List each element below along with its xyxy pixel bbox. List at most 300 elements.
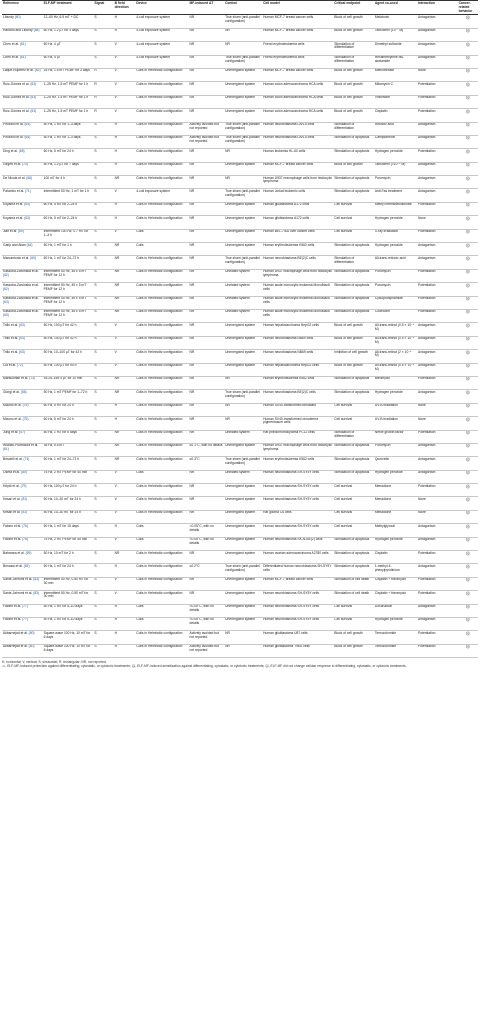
delta-t-cell: ≤0.2°C <box>189 564 225 577</box>
signal-cell: S <box>93 484 113 497</box>
reference-name: Girgert et al. <box>3 162 22 167</box>
reference-cell <box>2 176 43 189</box>
signal-cell: S <box>93 15 113 28</box>
device-cell: Coils in Helmholtz configuration <box>135 162 188 175</box>
treatment-cell: 50 Hz, 1 mT for 15 days <box>43 524 94 537</box>
citation-link[interactable]: (65) <box>30 255 37 260</box>
device-cell: Coils in Helmholtz configuration <box>135 417 188 430</box>
citation-link[interactable]: (77) <box>22 617 28 622</box>
cell-model-cell: Human acute monocytic leukemia MonoMac6 cells <box>262 283 333 296</box>
control-cell: Unelated system <box>224 430 262 443</box>
behavior-icon: ☹ <box>458 564 478 577</box>
behavior-icon: ☹ <box>458 604 478 617</box>
behavior-icon: ☹ <box>458 577 478 590</box>
table-row <box>2 189 478 202</box>
citation-link[interactable]: (71) <box>25 188 31 193</box>
endpoint-cell: Stimulation of apoptosis <box>333 243 374 256</box>
direction-cell: V <box>114 336 136 349</box>
treatment-cell: 12–60 Hz, 6.5 mT + DC <box>43 15 94 28</box>
reference-cell <box>2 417 43 430</box>
agent-cell: All-trans-retinol (0.5 × 10⁻⁶ M) <box>374 336 417 349</box>
cell-model-cell: Human neuroblastoma SH-SY5Y cells <box>262 497 333 510</box>
delta-t-cell: Actively avoided but not reported <box>189 644 225 657</box>
delta-t-cell: NR <box>189 484 225 497</box>
treatment-cell: 1–25 Hz, 1.5 mT PEMF for 1 h <box>43 109 94 122</box>
citation-link[interactable]: (62) <box>3 286 9 291</box>
interaction-cell: Potentiation <box>417 430 458 443</box>
citation-link[interactable]: (74) <box>23 456 30 461</box>
device-cell: Coils in Helmholtz configuration <box>135 631 188 644</box>
citation-link[interactable]: (63) <box>24 202 30 207</box>
agent-cell: Cisplatin <box>374 551 417 564</box>
agent-cell: Cisplatin + bleomycin <box>374 577 417 590</box>
treatment-cell: 60 Hz, 1.2 µT for 3 days <box>43 28 94 41</box>
signal-cell: S <box>93 363 113 376</box>
direction-cell: H <box>114 135 136 148</box>
reference-cell <box>2 202 43 215</box>
citation-link[interactable]: (64) <box>26 242 33 247</box>
device-cell: Coils in Helmholtz configuration <box>135 510 188 523</box>
control-cell: True sham (anti-parallel configuration) <box>224 15 262 28</box>
endpoint-cell: Stimulation of apoptosis <box>333 269 374 282</box>
endpoint-cell: Stimulation of apoptosis <box>333 376 374 389</box>
signal-cell: S <box>93 644 113 657</box>
endpoint-cell: Stimulation of apoptosis <box>333 551 374 564</box>
citation-link[interactable]: (81) <box>21 510 28 515</box>
behavior-icon: ☹ <box>458 309 478 322</box>
cell-model-cell: Friend erythroleukemia cells <box>262 42 333 55</box>
column-header: Cancer-related behavior <box>458 1 478 15</box>
table-row <box>2 149 478 162</box>
control-cell: Unenergized system <box>224 202 262 215</box>
reference-name: Mansourian et al. <box>3 376 29 381</box>
citation-link[interactable]: (80) <box>28 630 35 635</box>
treatment-cell: 1–25 Hz, 1.5 mT PEMF for 1 h <box>43 82 94 95</box>
treatment-cell: 50 Hz, 10–30 mT for 24 h <box>43 510 94 523</box>
treatment-cell: Intermittent 50 Hz, 45 ± 5 mT PEMF for 12 h <box>43 283 94 296</box>
table-row <box>2 216 478 229</box>
citation-link[interactable]: (82) <box>23 563 30 568</box>
device-cell: Coils <box>135 604 188 617</box>
treatment-cell: Square-wave 100 Hz, 10 mT for 6 days <box>43 631 94 644</box>
device-cell: Coils in Helmholtz configuration <box>135 68 188 81</box>
signal-cell: S <box>93 189 113 202</box>
agent-cell: Puromycin <box>374 443 417 456</box>
reference-cell <box>2 403 43 416</box>
endpoint-cell: Block of cell growth <box>333 109 374 122</box>
table-row <box>2 243 478 256</box>
control-cell: True sham (anti-parallel configuration) <box>224 564 262 577</box>
endpoint-cell: Stimulation of apoptosis <box>333 457 374 470</box>
citation-link[interactable]: (63) <box>19 336 25 341</box>
reference-cell <box>2 336 43 349</box>
device-cell: Coils in Helmholtz configuration <box>135 82 188 95</box>
citation-link[interactable]: (77) <box>22 604 28 609</box>
behavior-icon: ☹ <box>458 443 478 456</box>
table-row <box>2 363 478 376</box>
endpoint-cell: Inhibition of cell growth <box>333 350 374 363</box>
agent-cell: Hydrogen peroxide <box>374 216 417 229</box>
direction-cell: H <box>114 617 136 630</box>
treatment-cell: 60 Hz, 4 µT <box>43 42 94 55</box>
interaction-cell: Potentiation <box>417 202 458 215</box>
direction-cell: H <box>114 631 136 644</box>
behavior-icon: ☹ <box>458 269 478 282</box>
delta-t-cell: ≤0.1°C, with no details <box>189 443 225 456</box>
treatment-cell: 93.25–159.4 µT for 10 min <box>43 376 94 389</box>
control-cell: Unelated system <box>224 269 262 282</box>
interaction-cell: Antagonism <box>417 243 458 256</box>
table-row <box>2 309 478 322</box>
citation-link[interactable]: (66) <box>26 175 33 180</box>
endpoint-cell: Cell survival <box>333 604 374 617</box>
behavior-icon: ☹ <box>458 591 478 604</box>
behavior-icon: ☹ <box>458 135 478 148</box>
header-row <box>2 1 478 15</box>
behavior-icon: ☹ <box>458 457 478 470</box>
citation-link[interactable]: (75) <box>22 416 29 421</box>
cell-model-cell: Human neuroblastoma BE(2)C cells <box>262 256 333 269</box>
signal-cell: S <box>93 403 113 416</box>
endpoint-cell: Stimulation of apoptosis <box>333 443 374 456</box>
delta-t-cell: NR <box>189 269 225 282</box>
table-row <box>2 122 478 135</box>
reference-cell <box>2 443 43 456</box>
reference-name: De Nicola et al. <box>3 175 26 180</box>
cell-model-cell: Human colon adenocarcinoma HCA cells <box>262 95 333 108</box>
reference-cell <box>2 95 43 108</box>
control-cell: Unenergized system <box>224 68 262 81</box>
citation-link[interactable]: (60) <box>18 229 24 234</box>
reference-name: Jung et al. <box>3 430 19 434</box>
treatment-cell: 1–25 Hz, 1.5 mT PEMF for 1 h <box>43 95 94 108</box>
control-cell: NR <box>224 376 262 389</box>
endpoint-cell: Block of cell growth <box>333 28 374 41</box>
endpoint-cell: Cell survival <box>333 229 374 242</box>
reference-cell <box>2 122 43 135</box>
agent-cell: Cisplatin + bleomycin <box>374 591 417 604</box>
behavior-icon: ☹ <box>458 323 478 336</box>
citation-link[interactable]: (60) <box>14 14 21 19</box>
citation-link[interactable]: (61) <box>19 55 26 60</box>
citation-link[interactable]: (63) <box>30 81 37 86</box>
signal-cell: S <box>93 135 113 148</box>
table-row <box>2 176 478 189</box>
device-cell: 4-coil exposure system <box>135 28 188 41</box>
control-cell: NR <box>224 149 262 162</box>
citation-link[interactable]: (63) <box>30 95 37 100</box>
reference-name: Falone et al. <box>3 523 22 528</box>
direction-cell: H <box>114 28 136 41</box>
interaction-cell: Antagonism <box>417 564 458 577</box>
direction-cell: NR <box>114 443 136 456</box>
endpoint-cell: Stimulation of apoptosis <box>333 189 374 202</box>
delta-t-cell: NR <box>189 363 225 376</box>
table-row <box>2 269 478 282</box>
cell-model-cell: Human neuroblastoma SH-SY5Y cells <box>262 591 333 604</box>
cell-model-cell: Human MCF-7 breast cancer cells <box>262 15 333 28</box>
reference-name: Ruiz-Gómez et al. <box>3 81 30 86</box>
agent-cell: Hydrogen peroxide <box>374 537 417 550</box>
citation-link[interactable]: (83) <box>33 577 40 582</box>
citation-link[interactable]: (75) <box>22 403 29 408</box>
cell-model-cell: Human colon adenocarcinoma HCA cells <box>262 82 333 95</box>
treatment-cell: 60 Hz, 5 mT for 24 h <box>43 149 94 162</box>
column-header: Control <box>224 1 262 15</box>
reference-name: Benassi et al. <box>3 563 23 568</box>
cell-model-cell: Human glioblastoma A172 cells <box>262 202 333 215</box>
reference-name: Trillo et al. <box>3 322 19 327</box>
treatment-cell: 25 Hz, 1.5 mT PEMF for 3 days <box>43 68 94 81</box>
signal-cell: S <box>93 149 113 162</box>
interaction-cell: Antagonism <box>417 604 458 617</box>
device-cell: Coils in Helmholtz configuration <box>135 283 188 296</box>
citation-link[interactable]: (56) <box>20 389 27 394</box>
endpoint-cell: Stimulation of apoptosis <box>333 283 374 296</box>
citation-link[interactable]: (63) <box>19 322 25 327</box>
interaction-cell: Antagonism <box>417 42 458 55</box>
citation-link[interactable]: (76) <box>22 523 28 528</box>
interaction-cell: None <box>417 216 458 229</box>
interaction-cell: Antagonism <box>417 55 458 68</box>
control-cell: True sham (anti-parallel configuration) <box>224 55 262 68</box>
behavior-icon: ☹ <box>458 243 478 256</box>
signal-cell: S <box>93 577 113 590</box>
interaction-cell: Potentiation <box>417 283 458 296</box>
delta-t-cell: <0.05°C, with no details <box>189 617 225 630</box>
direction-cell: V <box>114 55 136 68</box>
direction-cell: H <box>114 604 136 617</box>
signal-cell: S <box>93 336 113 349</box>
treatment-cell: 50 Hz, 1 mT for 24–72 h <box>43 256 94 269</box>
behavior-icon: ☹ <box>458 644 478 657</box>
reference-name: Harland and Liburdy <box>3 28 33 33</box>
device-cell: Coils in Helmholtz configuration <box>135 443 188 456</box>
reference-name: Falone et al. <box>3 604 22 609</box>
interaction-cell: Antagonism <box>417 256 458 269</box>
citation-link[interactable]: (81) <box>21 496 28 501</box>
citation-link[interactable]: (65) <box>18 148 25 153</box>
direction-cell: V <box>114 363 136 376</box>
citation-link[interactable]: (70) <box>22 162 28 167</box>
interaction-cell: Potentiation <box>417 644 458 657</box>
device-cell: Coils in Helmholtz configuration <box>135 376 188 389</box>
control-cell: Unenergized system <box>224 82 262 95</box>
signal-cell: S <box>93 176 113 189</box>
agent-cell: Mitomycin C <box>374 82 417 95</box>
control-cell: Unenergized system <box>224 216 262 229</box>
control-cell: NR <box>224 631 262 644</box>
agent-cell: Puromycin <box>374 283 417 296</box>
endpoint-cell: Cell survival <box>333 510 374 523</box>
citation-link[interactable]: (59) <box>25 550 32 555</box>
reference-name: Mizuno et al. <box>3 403 22 408</box>
agent-cell: Methylglyoxal <box>374 524 417 537</box>
cell-model-cell: Human hepatocarcinoma HepG2 cells <box>262 323 333 336</box>
behavior-icon: ☹ <box>458 95 478 108</box>
citation-link[interactable]: (61) <box>3 447 9 452</box>
citation-link[interactable]: (80) <box>20 470 27 475</box>
citation-link[interactable]: (61) <box>19 41 26 46</box>
citation-link[interactable]: (63) <box>3 313 9 318</box>
direction-cell: V <box>114 350 136 363</box>
citation-link[interactable]: (62) <box>34 68 41 73</box>
treatment-cell: 75 Hz, 2 mT PEMF for 45 min <box>43 537 94 550</box>
table-container <box>2 0 478 668</box>
behavior-icon: ☹ <box>458 631 478 644</box>
table-row <box>2 68 478 81</box>
citation-link[interactable]: (80) <box>28 644 35 649</box>
control-cell: True sham (anti-parallel configuration) <box>224 457 262 470</box>
citation-link[interactable]: (64) <box>24 122 31 127</box>
behavior-icon: ☹ <box>458 350 478 363</box>
treatment-cell: 50 Hz, 1.2 µT for 7 days <box>43 162 94 175</box>
device-cell: Coils in Helmholtz configuration <box>135 149 188 162</box>
reference-name: Koyama et al. <box>3 215 24 220</box>
device-cell: Coils in Helmholtz configuration <box>135 296 188 309</box>
control-cell: Unelated system <box>224 296 262 309</box>
behavior-icon: ☹ <box>458 296 478 309</box>
device-cell: Coils in Helmholtz configuration <box>135 457 188 470</box>
table-row <box>2 256 478 269</box>
reference-cell <box>2 510 43 523</box>
behavior-icon: ☹ <box>458 390 478 403</box>
cell-model-cell: Human erythroleukemia K562 cells <box>262 457 333 470</box>
treatment-cell: 35 Hz, 6.5 mT <box>43 443 94 456</box>
agent-cell: Retinoic acid <box>374 122 417 135</box>
delta-t-cell: <0.05°C, with no details <box>189 524 225 537</box>
device-cell: Coils in Helmholtz configuration <box>135 430 188 443</box>
signal-cell: S <box>93 229 113 242</box>
cell-model-cell: Human glioblastoma U87 cells <box>262 631 333 644</box>
direction-cell: NR <box>114 551 136 564</box>
reference-name: Pirozzoli et al. <box>3 135 24 140</box>
agent-cell: Bleomycin <box>374 376 417 389</box>
signal-cell: S <box>93 564 113 577</box>
table-row <box>2 55 478 68</box>
citation-link[interactable]: (64) <box>24 135 31 140</box>
control-cell: NR <box>224 644 262 657</box>
interaction-cell: Antagonism <box>417 350 458 363</box>
citation-link[interactable]: (63) <box>24 215 30 220</box>
agent-cell: Nerve growth factor <box>374 430 417 443</box>
citation-link[interactable]: (72) <box>16 363 23 368</box>
device-cell: Coils in Helmholtz configuration <box>135 269 188 282</box>
citation-link[interactable]: (73) <box>29 376 36 381</box>
reference-name: Marcantonio et al. <box>3 255 30 260</box>
reference-cell <box>2 269 43 282</box>
agent-cell: All-trans-retinoic acid <box>374 256 417 269</box>
reference-cell <box>2 309 43 322</box>
reference-cell <box>2 376 43 389</box>
signal-cell: S <box>93 350 113 363</box>
table-row <box>2 443 478 456</box>
control-cell: True sham (anti-parallel configuration) <box>224 390 262 403</box>
cell-model-cell: Human SV40-transformed xeroderma pigmentosum cells <box>262 417 333 430</box>
citation-link[interactable]: (76) <box>22 537 28 542</box>
citation-link[interactable]: (63) <box>3 299 9 304</box>
treatment-cell: 50 Hz, 100 µT for 42 h <box>43 323 94 336</box>
reference-cell <box>2 604 43 617</box>
endpoint-cell: Stimulation of differentiation <box>333 430 374 443</box>
citation-link[interactable]: (79) <box>20 483 27 488</box>
citation-link[interactable]: (63) <box>30 108 37 113</box>
reference-name: Cid et al. <box>3 363 17 368</box>
endpoint-cell: Stimulation of differentiation <box>333 55 374 68</box>
reference-cell <box>2 229 43 242</box>
reference-cell <box>2 256 43 269</box>
endpoint-cell: Stimulation of cell death <box>333 577 374 590</box>
device-cell: 4-coil exposure system <box>135 55 188 68</box>
interaction-cell: None <box>417 417 458 430</box>
behavior-icon: ☹ <box>458 510 478 523</box>
citation-link[interactable]: (58) <box>33 28 40 33</box>
endpoint-cell: Cell survival <box>333 403 374 416</box>
footnote-abbreviations: H, horizontal; V, vertical; S, sinusoidal; R, rectangular; NR, not reported. <box>2 659 107 664</box>
treatment-cell: 50 Hz, 10–100 µT for 42 h <box>43 350 94 363</box>
cell-model-cell: Human neuroblastoma NB69 cells <box>262 336 333 349</box>
delta-t-cell: Actively avoided but not reported <box>189 135 225 148</box>
signal-cell: S <box>93 122 113 135</box>
endpoint-cell: Block of cell growth <box>333 82 374 95</box>
direction-cell: V <box>114 42 136 55</box>
agent-cell: Hydrogen peroxide <box>374 243 417 256</box>
reference-name: Mizuno et al. <box>3 416 22 421</box>
behavior-icon: ☹ <box>458 149 478 162</box>
endpoint-cell: Stimulation of cell death <box>333 591 374 604</box>
citation-link[interactable]: (62) <box>3 273 9 278</box>
delta-t-cell: NR <box>189 417 225 430</box>
control-cell: Unenergized system <box>224 604 262 617</box>
endpoint-cell: Stimulation of apoptosis <box>333 309 374 322</box>
signal-cell: S <box>93 376 113 389</box>
cell-model-cell: Human erythroleukemia K562 cells <box>262 243 333 256</box>
endpoint-cell: Block of cell growth <box>333 162 374 175</box>
cell-model-cell: Human neuroblastoma BE(2)C cells <box>262 390 333 403</box>
cell-model-cell: Human neuroblastoma LAN-5 cells <box>262 135 333 148</box>
control-cell: NR <box>224 28 262 41</box>
agent-cell: Hydrogen peroxide <box>374 470 417 483</box>
delta-t-cell: NR <box>189 189 225 202</box>
device-cell: Coils in Helmholtz configuration <box>135 551 188 564</box>
control-cell: NR <box>224 403 262 416</box>
behavior-icon: ☹ <box>458 551 478 564</box>
behavior-icon: ☹ <box>458 524 478 537</box>
delta-t-cell: NR <box>189 149 225 162</box>
table-row <box>2 229 478 242</box>
reference-cell <box>2 162 43 175</box>
reference-cell <box>2 457 43 470</box>
direction-cell: NR <box>114 256 136 269</box>
reference-cell <box>2 323 43 336</box>
cell-model-cell: Human neuroblastoma SH-SY5Y cells <box>262 470 333 483</box>
control-cell: Unenergized system <box>224 510 262 523</box>
citation-link[interactable]: (57) <box>19 430 26 434</box>
control-cell: NR <box>224 417 262 430</box>
table-footnotes <box>2 660 478 668</box>
agent-cell: All-trans-retinol (0.5 × 10⁻⁶ M) <box>374 323 417 336</box>
behavior-icon: ☹ <box>458 229 478 242</box>
citation-link[interactable]: (83) <box>33 590 40 595</box>
citation-link[interactable]: (63) <box>19 349 25 354</box>
table-row <box>2 42 478 55</box>
control-cell: Unenergized system <box>224 537 262 550</box>
delta-t-cell: NR <box>189 470 225 483</box>
signal-cell: R <box>93 68 113 81</box>
agent-cell: UV-B irradiation <box>374 417 417 430</box>
delta-t-cell: NR <box>189 176 225 189</box>
endpoint-cell: Block of cell growth <box>333 631 374 644</box>
